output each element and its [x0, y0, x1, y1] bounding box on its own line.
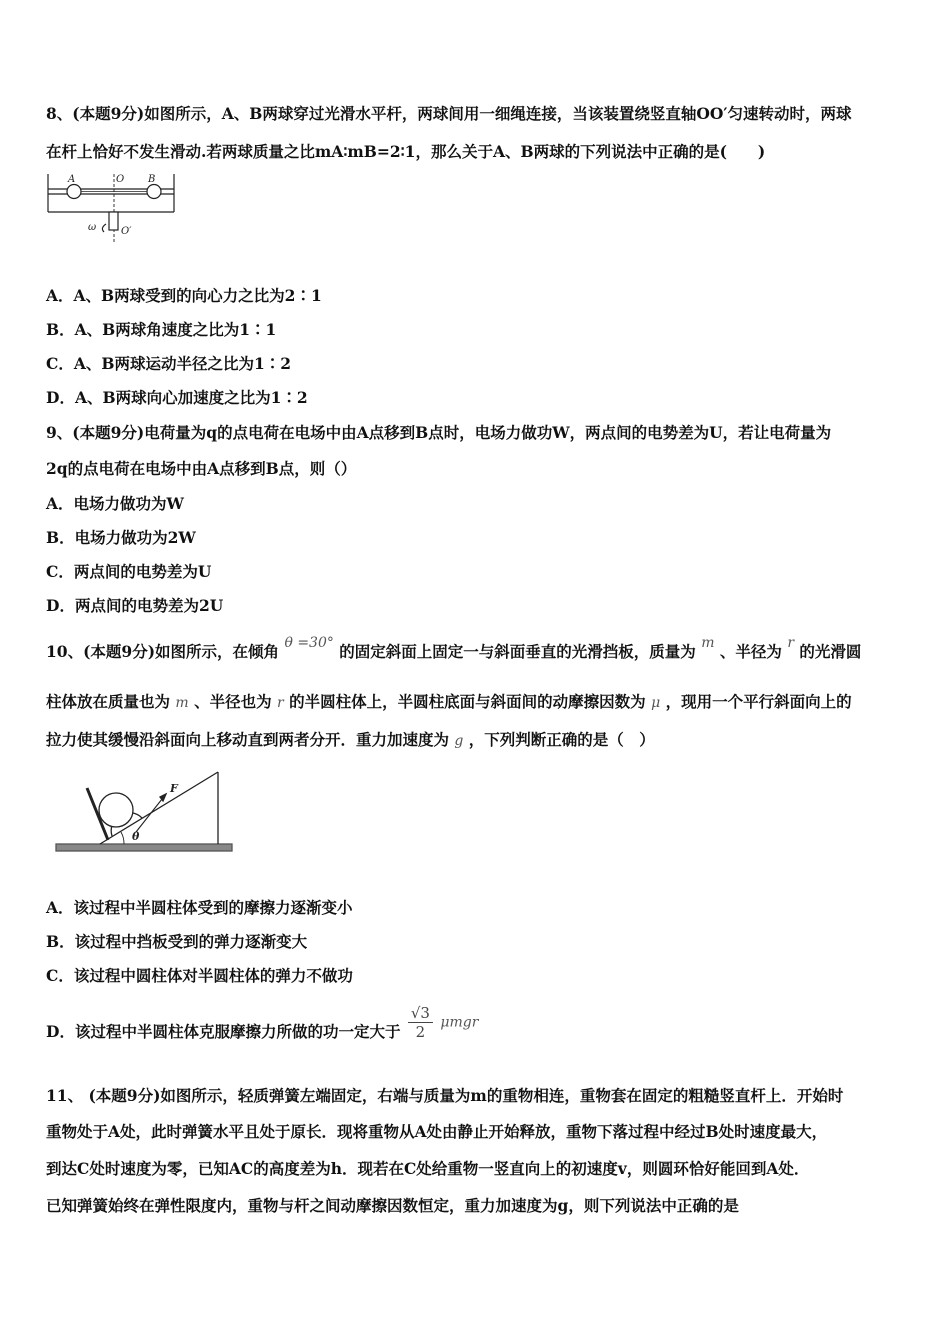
q8-label-a: A	[68, 174, 76, 185]
q8-option-d[interactable]: D．A、B两球向心加速度之比为1∶2	[46, 388, 308, 407]
q10-stem-line2	[46, 690, 852, 712]
q10-option-c[interactable]: C．该过程中圆柱体对半圆柱体的弹力不做功	[46, 966, 353, 985]
q10-option-d-expression: μmgr	[440, 1014, 479, 1031]
q8-rotation-arrow	[102, 224, 106, 232]
q9-option-d[interactable]: D．两点间的电势差为2U	[46, 596, 224, 615]
q8-figure-rotating-rod	[44, 172, 184, 248]
q8-option-a[interactable]: A．A、B两球受到的向心力之比为2∶1	[46, 286, 322, 305]
q10-ground	[56, 844, 232, 851]
q10-line1-part-c: 、半径为	[719, 642, 782, 661]
q9-option-b[interactable]: B．电场力做功为2W	[46, 528, 196, 547]
q9-stem-line1: 9、(本题9分)电荷量为q的点电荷在电场中由A点移到B点时，电场力做功W，两点间的电势差为U，若让电荷量为	[46, 423, 832, 442]
q8-shaft	[109, 212, 118, 230]
q8-label-o-prime: O′	[121, 226, 132, 237]
q10-option-a[interactable]: A．该过程中半圆柱体受到的摩擦力逐渐变小	[46, 898, 353, 917]
q10-figure-incline	[54, 766, 234, 858]
q10-line3-part-b: ，下列判断正确的是（ ）	[468, 730, 655, 749]
q8-ball-a	[67, 185, 81, 199]
q10-line3-part-a: 拉力使其缓慢沿斜面向上移动直到两者分开．重力加速度为	[46, 730, 450, 749]
q8-ball-b	[147, 185, 161, 199]
q10-line2-part-a: 柱体放在质量也为	[46, 692, 171, 711]
q11-stem-line3: 到达C处时速度为零，已知AC的高度差为h．现若在C处给重物一竖直向上的初速度v，则圆环恰好能回到A处．	[46, 1159, 810, 1178]
q10-mu-symbol: μ	[651, 695, 661, 711]
q10-fraction-numerator: √3	[408, 1004, 433, 1023]
q8-label-omega: ω	[88, 222, 97, 233]
q10-line1-part-a: 10、(本题9分)如图所示，在倾角	[46, 642, 280, 661]
q9-option-c[interactable]: C．两点间的电势差为U	[46, 562, 212, 581]
q8-option-b[interactable]: B．A、B两球角速度之比为1∶1	[46, 320, 277, 339]
q9-option-a[interactable]: A．电场力做功为W	[46, 494, 184, 513]
q8-label-o: O	[116, 174, 125, 185]
q11-stem-line4: 已知弹簧始终在弹性限度内，重物与杆之间动摩擦因数恒定，重力加速度为g，则下列说法中正确的是	[46, 1196, 739, 1215]
q10-line1-part-b: 的固定斜面上固定一与斜面垂直的光滑挡板，质量为	[339, 642, 696, 661]
q10-line2-part-b: 、半径也为	[194, 692, 272, 711]
q10-line1-part-d: 的光滑圆	[799, 642, 862, 661]
q10-option-b[interactable]: B．该过程中挡板受到的弹力逐渐变大	[46, 932, 308, 951]
q8-option-c[interactable]: C．A、B两球运动半径之比为1∶2	[46, 354, 292, 373]
q10-theta-formula: θ =30°	[284, 635, 334, 651]
q10-option-d-text: D．该过程中半圆柱体克服摩擦力所做的功一定大于	[46, 1021, 401, 1041]
q9-stem-line2: 2q的点电荷在电场中由A点移到B点，则（）	[46, 459, 357, 478]
q10-line2-part-d: ，现用一个平行斜面向上的	[665, 692, 852, 711]
q10-option-d[interactable]	[46, 1004, 478, 1041]
q10-stem-line3	[46, 728, 655, 750]
q11-stem-line1: 11、 (本题9分)如图所示，轻质弹簧左端固定，右端与质量为m的重物相连，重物套在固定的粗糙竖直杆上．开始时	[46, 1086, 844, 1105]
q10-stem-line1	[46, 635, 862, 662]
q10-radius-symbol: r	[787, 635, 795, 651]
q10-label-theta: θ	[132, 830, 140, 843]
q10-g-symbol: g	[454, 733, 464, 749]
q10-mass-symbol-2: m	[175, 695, 189, 711]
q10-label-f: F	[170, 782, 178, 795]
q8-stem-line1: 8、(本题9分)如图所示，A、B两球穿过光滑水平杆，两球间用一细绳连接，当该装置绕竖直轴OO′匀速转动时，两球	[46, 104, 852, 123]
q10-cylinder	[99, 793, 133, 827]
q10-mass-symbol: m	[701, 635, 715, 651]
q10-option-d-fraction	[408, 1004, 433, 1041]
q10-radius-symbol-2: r	[277, 695, 284, 711]
q10-angle-arc	[121, 832, 124, 844]
q10-fraction-denominator: 2	[415, 1023, 426, 1041]
q10-line2-part-c: 的半圆柱体上，半圆柱底面与斜面间的动摩擦因数为	[289, 692, 646, 711]
q8-label-b: B	[148, 174, 156, 185]
q8-stem-line2: 在杆上恰好不发生滑动.若两球质量之比mA∶mB=2∶1，那么关于A、B两球的下列说法中正确的是( )	[46, 142, 766, 161]
q11-stem-line2: 重物处于A处，此时弹簧水平且处于原长．现将重物从A处由静止开始释放，重物下落过程中经过B处时速度最大，	[46, 1122, 828, 1141]
